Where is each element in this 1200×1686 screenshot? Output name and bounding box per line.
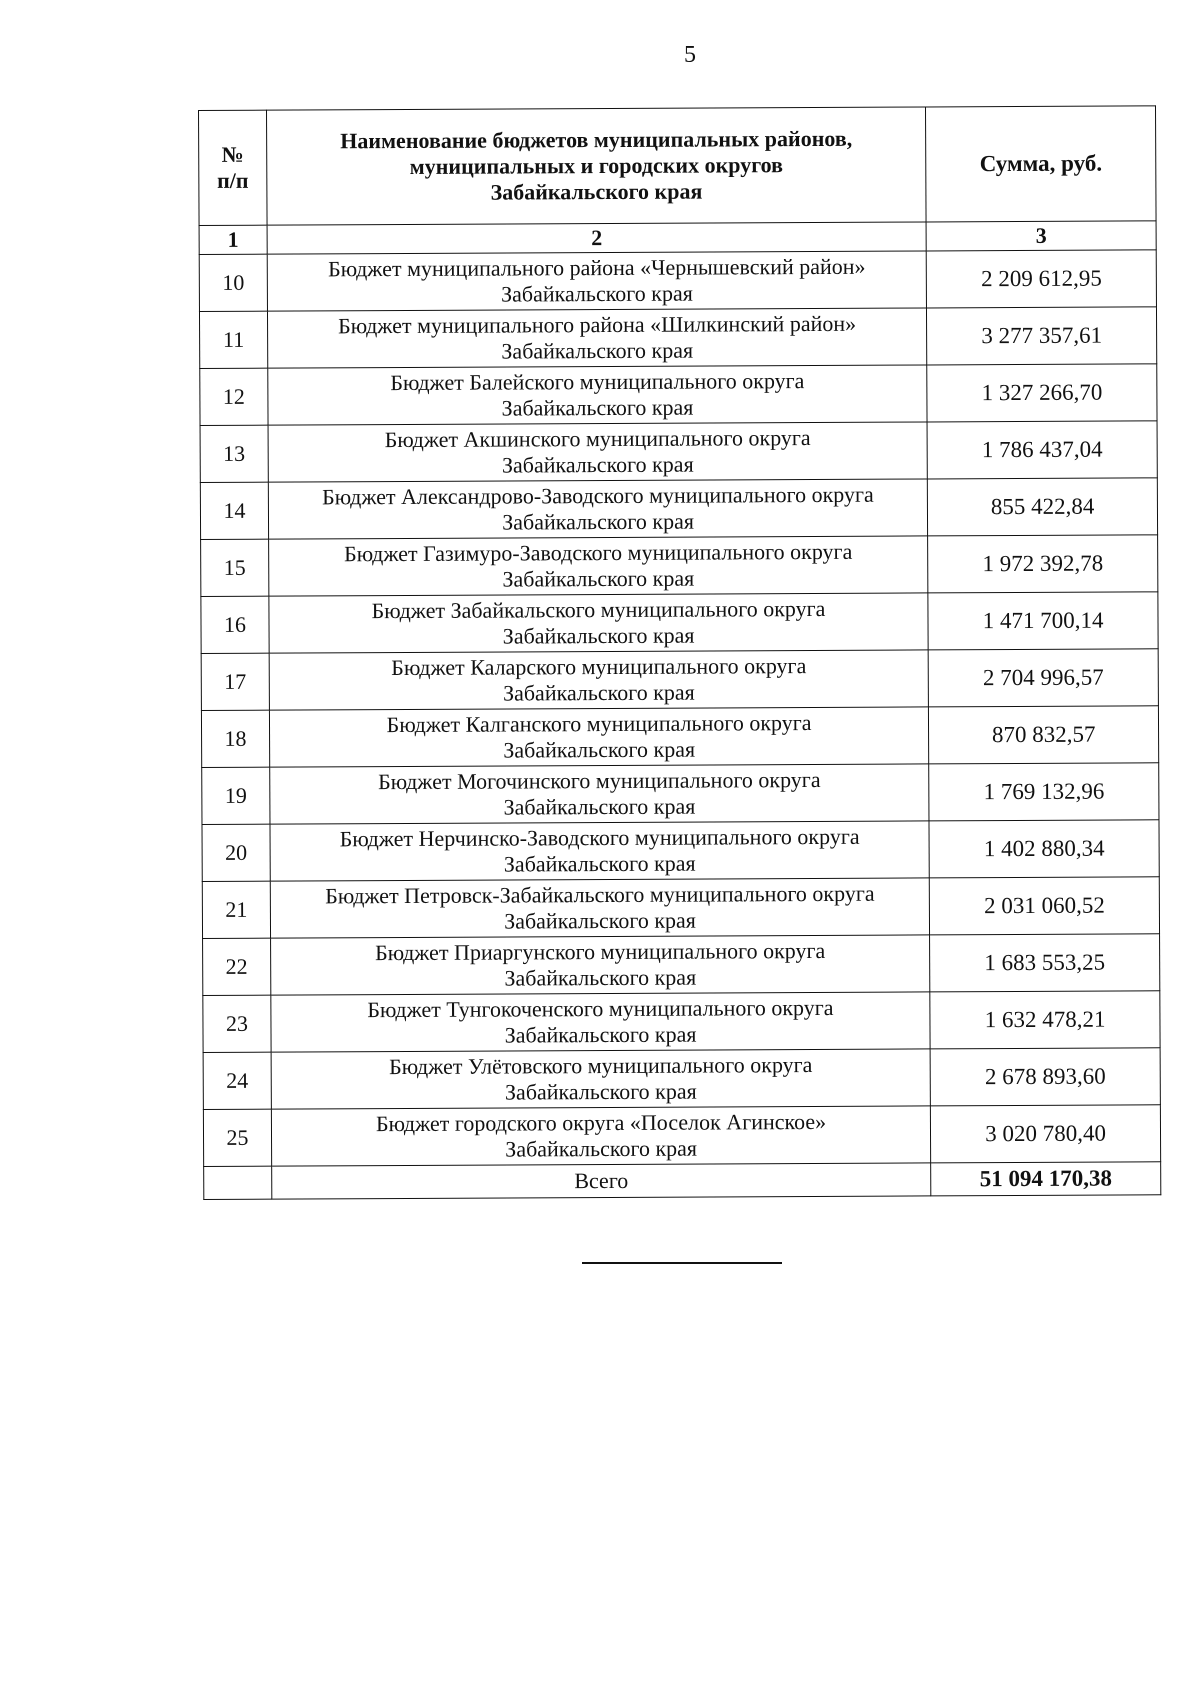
budget-name-line-2: Забайкальского края [503,850,696,877]
row-number: 21 [202,881,270,938]
table-row [202,877,1159,939]
budget-name-line-1: Бюджет Петровск-Забайкальского муниципального округа [325,880,875,909]
row-number: 18 [201,710,269,767]
budget-name-cell [267,308,927,368]
row-sum: 1 632 478,21 [930,991,1160,1049]
table-body [199,250,1160,1167]
row-sum: 3 020 780,40 [931,1105,1161,1163]
total-sum: 51 094 170,38 [931,1162,1161,1196]
header-number-cell [199,110,267,225]
header-number-label: п/п [217,167,249,193]
budget-name-line-2: Забайкальского края [503,793,696,820]
budget-name-line-2: Забайкальского края [504,1021,697,1048]
row-number: 23 [203,995,271,1052]
row-sum: 2 209 612,95 [926,250,1156,308]
budget-name-cell [268,365,928,425]
budget-name-line-1: Бюджет Газимуро-Заводского муниципального округа [344,538,853,567]
budget-name-cell [269,707,929,767]
row-number: 20 [202,824,270,881]
budget-name-line-2: Забайкальского края [501,451,694,478]
table-row [201,649,1158,711]
header-name-cell [266,107,926,225]
header-number-symbol: № [221,141,244,167]
budget-name-line-2: Забайкальского края [501,394,694,421]
budget-name-cell [269,536,929,596]
budget-name-cell [271,1106,931,1166]
row-sum: 870 832,57 [929,706,1159,764]
footer-rule [582,1262,782,1264]
budget-name-line-1: Бюджет Калганского муниципального округа [386,710,812,738]
budget-name-cell [268,479,928,539]
budget-name-line-1: Бюджет Улётовского муниципального округа [388,1052,813,1080]
budget-name-line-1: Бюджет Каларского муниципального округа [391,653,807,681]
budget-name-line-1: Бюджет Александрово-Заводского муниципального округа [322,481,874,510]
row-sum: 2 678 893,60 [930,1048,1160,1106]
budget-name-cell [271,992,931,1052]
budget-name-cell [270,821,930,881]
row-number: 10 [199,254,267,311]
budget-name-line-1: Бюджет Тунгокоченского муниципального округа [367,994,834,1023]
budget-name-line-1: Бюджет Забайкальского муниципального округа [371,595,826,624]
row-number: 17 [201,653,269,710]
table-row [201,535,1158,597]
table-row [203,1105,1160,1167]
row-number: 15 [201,539,269,596]
row-sum: 3 277 357,61 [927,307,1157,365]
header-name-line-2: муниципальных и городских округов [409,152,784,179]
header-name-line-1: Наименование бюджетов муниципальных районов, [340,125,853,154]
budget-name-cell [269,593,929,653]
budget-name-line-2: Забайкальского края [501,337,694,364]
column-index-1: 1 [199,225,267,254]
table-row [199,250,1156,312]
column-index-2: 2 [267,222,926,254]
budget-name-line-2: Забайкальского края [502,508,694,535]
budget-name-cell [269,650,929,710]
budget-name-line-1: Бюджет Приаргунского муниципального округа [375,937,826,966]
budget-name-line-2: Забайкальского края [505,1135,698,1162]
row-sum: 1 786 437,04 [927,421,1157,479]
row-number: 12 [200,368,268,425]
row-number: 13 [200,425,268,482]
table-row [203,1048,1160,1110]
budget-name-cell [271,1049,931,1109]
budget-name-line-2: Забайкальского края [501,280,693,307]
budget-name-line-2: Забайкальского края [502,565,695,592]
budget-name-line-2: Забайкальского края [504,907,696,934]
row-number: 19 [202,767,270,824]
table-row [203,934,1160,996]
budget-name-line-1: Бюджет муниципального района «Шилкинский район» [338,310,857,339]
budget-name-cell [268,422,928,482]
budget-name-line-1: Бюджет Нерчинско-Заводского муниципального округа [339,823,860,852]
row-sum: 2 031 060,52 [929,877,1159,935]
row-sum: 855 422,84 [928,478,1158,536]
row-sum: 1 972 392,78 [928,535,1158,593]
budget-name-line-2: Забайкальского края [502,622,695,649]
row-sum: 2 704 996,57 [928,649,1158,707]
total-label: Всего [272,1163,931,1199]
table-row [200,478,1157,540]
row-sum: 1 327 266,70 [927,364,1157,422]
total-row [204,1162,1161,1200]
table-row [201,706,1158,768]
budget-name-line-2: Забайкальского края [504,964,697,991]
row-sum: 1 683 553,25 [930,934,1160,992]
budget-name-line-1: Бюджет муниципального района «Чернышевский район» [328,253,866,282]
table-row [200,421,1157,483]
table-row [203,991,1160,1053]
budget-name-line-2: Забайкальского края [502,679,695,706]
row-number: 25 [203,1109,271,1166]
page-number: 5 [684,42,696,68]
column-index-row [199,221,1156,255]
budget-table [198,105,1161,1200]
row-number: 24 [203,1052,271,1109]
total-number-cell [204,1166,272,1199]
table-row [199,307,1156,369]
table-row [201,592,1158,654]
table-row [202,820,1159,882]
budget-name-line-1: Бюджет Акшинского муниципального округа [384,425,811,453]
header-name-line-3: Забайкальского края [490,178,703,205]
budget-name-line-1: Бюджет Могочинского муниципального округа [378,766,821,795]
budget-name-cell [270,878,930,938]
row-sum: 1 471 700,14 [928,592,1158,650]
row-number: 11 [199,311,267,368]
budget-name-cell [270,935,930,995]
row-number: 14 [200,482,268,539]
budget-name-cell [270,764,930,824]
row-sum: 1 769 132,96 [929,763,1159,821]
header-sum-cell: Сумма, руб. [926,106,1156,222]
row-number: 16 [201,596,269,653]
row-sum: 1 402 880,34 [929,820,1159,878]
budget-name-line-1: Бюджет городского округа «Поселок Агинское» [375,1108,827,1137]
budget-name-line-2: Забайкальского края [504,1078,697,1105]
budget-name-line-1: Бюджет Балейского муниципального округа [390,368,805,396]
table-row [200,364,1157,426]
row-number: 22 [203,938,271,995]
column-index-3: 3 [926,221,1156,251]
budget-name-line-2: Забайкальского края [503,736,696,763]
budget-name-cell [267,251,927,311]
table-row [202,763,1159,825]
table-header-row [199,106,1157,226]
